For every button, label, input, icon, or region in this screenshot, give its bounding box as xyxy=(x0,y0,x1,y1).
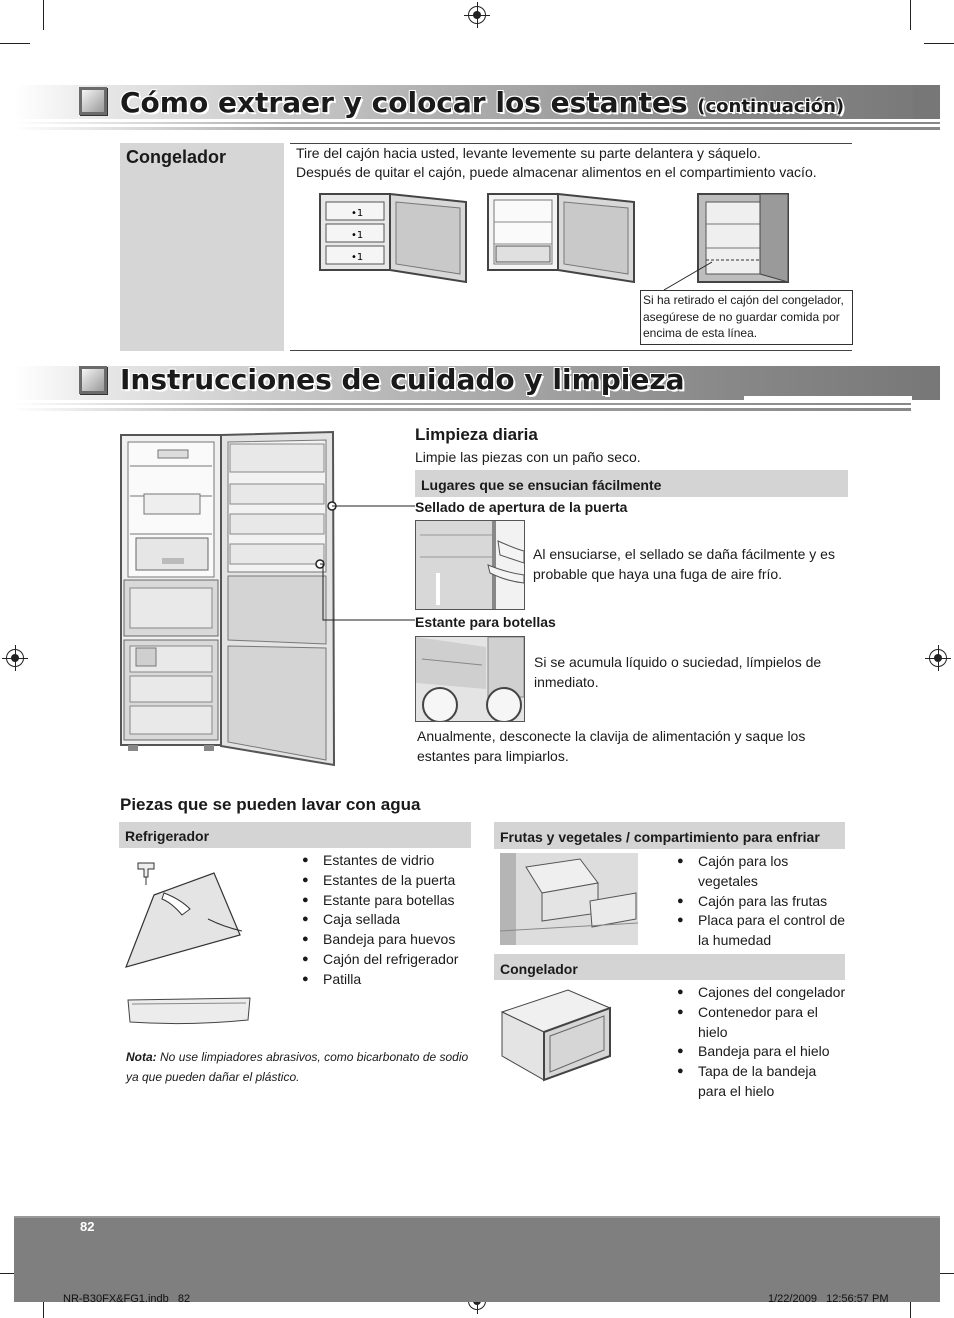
list-item: ● Estantes de vidrio xyxy=(298,851,473,871)
note-label: Nota: xyxy=(126,1050,157,1064)
dirty-places-bar: Lugares que se ensucian fácilmente xyxy=(415,470,848,497)
page-number: 82 xyxy=(80,1219,95,1234)
crop-mark-icon xyxy=(43,0,44,30)
freezer-parts-list xyxy=(673,983,848,1102)
freezer-label-panel xyxy=(120,143,284,351)
list-item: ● Estantes de la puerta xyxy=(298,871,473,891)
section-title-suffix: (continuación) xyxy=(697,96,845,117)
header-underline xyxy=(14,127,940,130)
washing-shelf-illustration xyxy=(124,855,250,973)
header-bar-end xyxy=(913,85,940,119)
list-item: ● Bandeja para el hielo xyxy=(673,1042,848,1062)
section-title xyxy=(120,86,844,119)
list-item: ● Tapa de la bandeja para el hielo xyxy=(673,1062,848,1102)
bottle-shelf-text: Si se acumula líquido o suciedad, límpielos de inmediato. xyxy=(534,654,822,690)
vegetables-bar: Frutas y vegetales / compartimiento para enfriar xyxy=(494,822,845,849)
crop-mark-icon xyxy=(924,43,954,44)
svg-text:•1: •1 xyxy=(351,252,364,263)
instruction-line-2: Después de quitar el cajón, puede almacenar alimentos en el compartimiento vacío. xyxy=(296,164,817,180)
section-title-main: Cómo extraer y colocar los estantes xyxy=(120,86,688,119)
svg-text:•1: •1 xyxy=(351,230,364,241)
crop-mark-icon xyxy=(0,43,30,44)
header-underline xyxy=(14,122,940,124)
registration-mark-icon xyxy=(6,649,24,667)
daily-cleaning-text: Limpie las piezas con un paño seco. xyxy=(415,449,641,465)
registration-mark-icon xyxy=(929,649,947,667)
bottle-shelf-title: Estante para botellas xyxy=(415,614,556,630)
door-shelf-illustration xyxy=(124,994,254,1028)
section-square-icon xyxy=(79,87,107,115)
refrigerator-bar: Refrigerador xyxy=(119,822,471,848)
bottle-shelf-photo xyxy=(415,636,525,722)
leader-lines xyxy=(315,500,420,626)
list-item: ● Placa para el control de la humedad xyxy=(673,911,848,951)
refrigerator-illustration xyxy=(118,430,340,768)
freezer-label: Congelador xyxy=(126,147,227,167)
note xyxy=(126,1047,471,1087)
callout-text: Si ha retirado el cajón del congelador, asegúrese de no guardar comida por encima de esta línea. xyxy=(643,293,844,340)
list-item: ● Cajón para los vegetales xyxy=(673,852,848,892)
registration-mark-icon xyxy=(468,6,486,24)
door-seal-photo xyxy=(415,520,525,610)
list-item: ● Bandeja para huevos xyxy=(298,930,473,950)
header-underline xyxy=(14,408,911,411)
freezer-drawer-illustrations xyxy=(318,190,798,290)
file-name: NR-B30FX&FG1.indb 82 xyxy=(63,1293,191,1305)
list-item: ● Contenedor para el hielo xyxy=(673,1003,848,1043)
list-item: ● Patilla xyxy=(298,970,473,990)
instruction-line-1: Tire del cajón hacia usted, levante levemente su parte delantera y sáquelo. xyxy=(296,145,761,161)
annual-cleaning-text: Anualmente, desconecte la clavija de alimentación y saque los estantes para limpiarlos. xyxy=(417,728,806,764)
door-seal-text: Al ensuciarse, el sellado se daña fácilmente y es probable que haya una fuga de aire frío. xyxy=(533,546,835,582)
freezer-drawer-removed-figure xyxy=(488,194,634,282)
section-square-icon xyxy=(79,366,107,394)
section-title: Instrucciones de cuidado y limpieza xyxy=(120,363,685,396)
header-underline xyxy=(14,403,911,405)
footer-band xyxy=(14,1216,940,1302)
daily-cleaning-title: Limpieza diaria xyxy=(415,425,538,444)
door-seal-title: Sellado de apertura de la puerta xyxy=(415,499,628,515)
vegetable-drawers-photo xyxy=(500,853,638,945)
refrigerator-parts-list xyxy=(298,851,473,990)
svg-text:•1: •1 xyxy=(351,208,364,219)
freezer-drawer-illustration xyxy=(498,986,614,1084)
note-text: No use limpiadores abrasivos, como bicarbonato de sodio ya que pueden dañar el plástico. xyxy=(126,1050,469,1084)
print-timestamp: 1/22/2009 12:56:57 PM xyxy=(768,1293,889,1305)
freezer-bar: Congelador xyxy=(494,954,845,980)
callout-pointer xyxy=(660,260,720,292)
crop-mark-icon xyxy=(910,0,911,30)
washable-parts-title: Piezas que se pueden lavar con agua xyxy=(120,795,421,814)
list-item: ● Caja sellada xyxy=(298,910,473,930)
bottom-rule xyxy=(290,350,852,351)
list-item: ● Cajón para las frutas xyxy=(673,892,848,912)
list-item: ● Cajón del refrigerador xyxy=(298,950,473,970)
footer-highlight xyxy=(14,1216,940,1218)
list-item: ● Estante para botellas xyxy=(298,891,473,911)
freezer-with-drawers-figure xyxy=(320,194,466,282)
list-item: ● Cajones del congelador xyxy=(673,983,848,1003)
vegetable-parts-list xyxy=(673,852,848,951)
header-bar-end xyxy=(744,396,912,402)
